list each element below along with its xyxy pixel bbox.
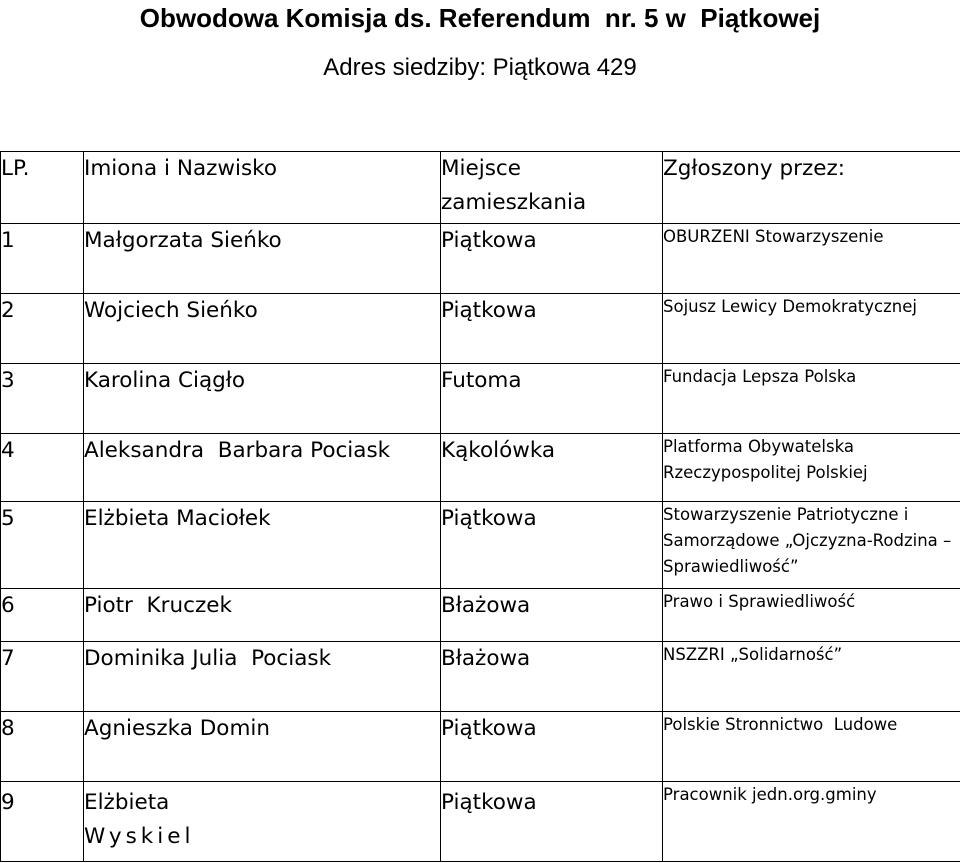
row-lp: 5 xyxy=(1,502,84,589)
address-subtitle: Adres siedziby: Piątkowa 429 xyxy=(323,54,637,81)
row-nominated-by: Stowarzyszenie Patriotyczne i Samorządowe „Ojczyzna-Rodzina – Sprawiedliwość” xyxy=(663,502,960,589)
column-header-place xyxy=(441,152,663,224)
row-lp: 9 xyxy=(1,782,84,862)
row-name: Dominika Julia Pociask xyxy=(84,642,441,712)
row-name-first: Elżbieta xyxy=(84,790,170,815)
table-row xyxy=(1,782,960,862)
table-row xyxy=(1,294,960,364)
row-name: Karolina Ciągło xyxy=(84,364,441,434)
row-lp: 6 xyxy=(1,589,84,642)
table-row xyxy=(1,434,960,502)
row-place: Piątkowa xyxy=(441,712,663,782)
row-nominated-by: Sojusz Lewicy Demokratycznej xyxy=(663,294,960,364)
row-name-last: Wyskiel xyxy=(84,824,195,849)
row-name: Małgorzata Sieńko xyxy=(84,224,441,294)
table-row xyxy=(1,224,960,294)
row-lp: 7 xyxy=(1,642,84,712)
row-name: Piotr Kruczek xyxy=(84,589,441,642)
table-row xyxy=(1,364,960,434)
table-row xyxy=(1,642,960,712)
row-nominated-by: Fundacja Lepsza Polska xyxy=(663,364,960,434)
row-nominated-by: Polskie Stronnictwo Ludowe xyxy=(663,712,960,782)
column-header-name: Imiona i Nazwisko xyxy=(84,152,441,224)
row-lp: 1 xyxy=(1,224,84,294)
row-name: Aleksandra Barbara Pociask xyxy=(84,434,441,502)
row-name: Agnieszka Domin xyxy=(84,712,441,782)
row-place: Piątkowa xyxy=(441,502,663,589)
table-header-row xyxy=(1,152,960,224)
row-lp: 3 xyxy=(1,364,84,434)
row-nominated-by: OBURZENI Stowarzyszenie xyxy=(663,224,960,294)
row-place: Piątkowa xyxy=(441,782,663,862)
row-lp: 4 xyxy=(1,434,84,502)
row-name: Elżbieta Maciołek xyxy=(84,502,441,589)
row-nominated-by: Prawo i Sprawiedliwość xyxy=(663,589,960,642)
table-row xyxy=(1,502,960,589)
members-table xyxy=(0,151,960,862)
column-header-place-line2: zamieszkania xyxy=(441,190,587,215)
column-header-nominated-by: Zgłoszony przez: xyxy=(663,152,960,224)
row-lp: 8 xyxy=(1,712,84,782)
row-place: Błażowa xyxy=(441,642,663,712)
row-place: Futoma xyxy=(441,364,663,434)
row-lp: 2 xyxy=(1,294,84,364)
row-nominated-by: NSZZRI „Solidarność” xyxy=(663,642,960,712)
page-title: Obwodowa Komisja ds. Referendum nr. 5 w Piątkowej xyxy=(139,3,821,33)
row-place: Błażowa xyxy=(441,589,663,642)
table-row xyxy=(1,712,960,782)
row-place: Kąkolówka xyxy=(441,434,663,502)
column-header-place-line1: Miejsce xyxy=(441,156,521,181)
column-header-lp: LP. xyxy=(1,152,84,224)
row-nominated-by: Platforma Obywatelska Rzeczypospolitej Polskiej xyxy=(663,434,960,502)
row-place: Piątkowa xyxy=(441,224,663,294)
row-name: Wojciech Sieńko xyxy=(84,294,441,364)
table-row xyxy=(1,589,960,642)
row-name xyxy=(84,782,441,862)
row-place: Piątkowa xyxy=(441,294,663,364)
row-nominated-by: Pracownik jedn.org.gminy xyxy=(663,782,960,862)
